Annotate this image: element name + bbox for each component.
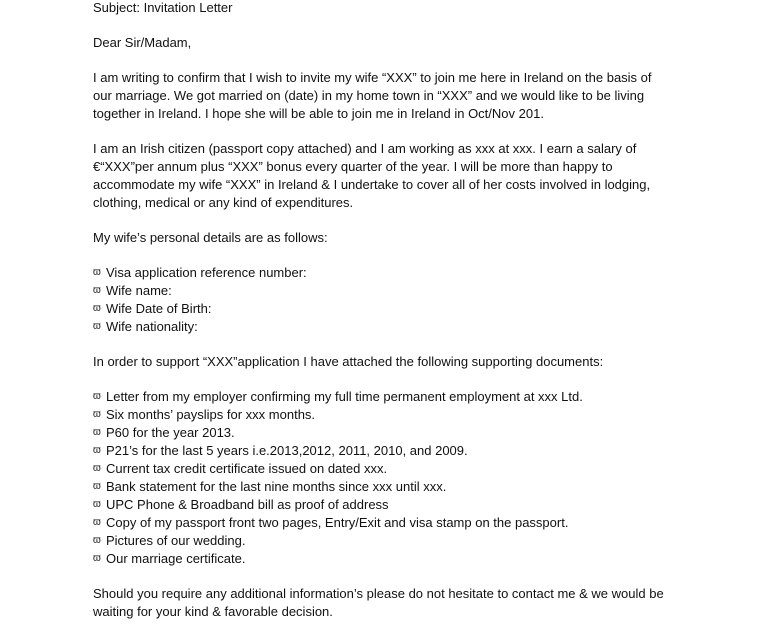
bullet-icon: ϖ xyxy=(93,445,101,456)
list-item-text: Copy of my passport front two pages, Entry/Exit and visa stamp on the passport. xyxy=(106,515,569,530)
list-item-text: P21’s for the last 5 years i.e.2013,2012, 2011, 2010, and 2009. xyxy=(106,443,468,458)
list-item xyxy=(93,442,753,460)
list-item xyxy=(93,424,753,442)
letter-body xyxy=(93,0,753,621)
documents-intro: In order to support “XXX”application I have attached the following supporting documents: xyxy=(93,354,604,369)
list-item xyxy=(93,514,753,532)
details-list xyxy=(93,264,753,336)
list-item xyxy=(93,300,753,318)
bullet-icon: ϖ xyxy=(93,481,101,492)
list-item-text: Letter from my employer confirming my full time permanent employment at xxx Ltd. xyxy=(106,389,583,404)
list-item xyxy=(93,532,753,550)
paragraph-line: €“XXX”per annum plus “XXX” bonus every quarter of the year. I will be more than happy to xyxy=(93,159,613,174)
list-item-text: Current tax credit certificate issued on dated xxx. xyxy=(106,461,388,476)
list-item xyxy=(93,264,753,282)
paragraph-line: I am an Irish citizen (passport copy attached) and I am working as xxx at xxx. I earn a salary of xyxy=(93,141,637,156)
list-item-text: Visa application reference number: xyxy=(106,265,307,280)
bullet-icon: ϖ xyxy=(93,409,101,420)
bullet-icon: ϖ xyxy=(93,267,101,278)
bullet-icon: ϖ xyxy=(93,553,101,564)
paragraph-line: clothing, medical or any kind of expenditures. xyxy=(93,195,354,210)
list-item xyxy=(93,460,753,478)
list-item xyxy=(93,496,753,514)
bullet-icon: ϖ xyxy=(93,499,101,510)
greeting: Dear Sir/Madam, xyxy=(93,35,192,50)
list-item xyxy=(93,318,753,336)
list-item xyxy=(93,282,753,300)
list-item xyxy=(93,550,753,568)
paragraph-employment xyxy=(93,140,753,212)
list-item xyxy=(93,388,753,406)
bullet-icon: ϖ xyxy=(93,285,101,296)
bullet-icon: ϖ xyxy=(93,303,101,314)
paragraph-invitation xyxy=(93,69,753,123)
paragraph-line: together in Ireland. I hope she will be able to join me in Ireland in Oct/Nov 201. xyxy=(93,106,544,121)
subject-line: Subject: Invitation Letter xyxy=(93,0,233,15)
documents-list xyxy=(93,388,753,568)
list-item-text: Six months’ payslips for xxx months. xyxy=(106,407,316,422)
list-item-text: Bank statement for the last nine months since xxx until xxx. xyxy=(106,479,447,494)
bullet-icon: ϖ xyxy=(93,535,101,546)
details-intro: My wife’s personal details are as follows: xyxy=(93,230,328,245)
paragraph-line: waiting for your kind & favorable decision. xyxy=(93,604,333,619)
list-item-text: UPC Phone & Broadband bill as proof of address xyxy=(106,497,389,512)
bullet-icon: ϖ xyxy=(93,517,101,528)
list-item xyxy=(93,478,753,496)
bullet-icon: ϖ xyxy=(93,321,101,332)
list-item-text: Pictures of our wedding. xyxy=(106,533,246,548)
paragraph-line: accommodate my wife “XXX” in Ireland & I undertake to cover all of her costs involved in lodging, xyxy=(93,177,651,192)
bullet-icon: ϖ xyxy=(93,427,101,438)
paragraph-line: I am writing to confirm that I wish to invite my wife “XXX” to join me here in Ireland on the basis of xyxy=(93,70,652,85)
paragraph-closing xyxy=(93,585,753,621)
paragraph-line: our marriage. We got married on (date) in my home town in “XXX” and we would like to be living xyxy=(93,88,645,103)
list-item-text: Wife Date of Birth: xyxy=(106,301,212,316)
list-item-text: Wife name: xyxy=(106,283,172,298)
bullet-icon: ϖ xyxy=(93,391,101,402)
list-item-text: P60 for the year 2013. xyxy=(106,425,235,440)
bullet-icon: ϖ xyxy=(93,463,101,474)
paragraph-line: Should you require any additional information’s please do not hesitate to contact me & we would be xyxy=(93,586,664,601)
list-item-text: Wife nationality: xyxy=(106,319,198,334)
list-item-text: Our marriage certificate. xyxy=(106,551,246,566)
list-item xyxy=(93,406,753,424)
